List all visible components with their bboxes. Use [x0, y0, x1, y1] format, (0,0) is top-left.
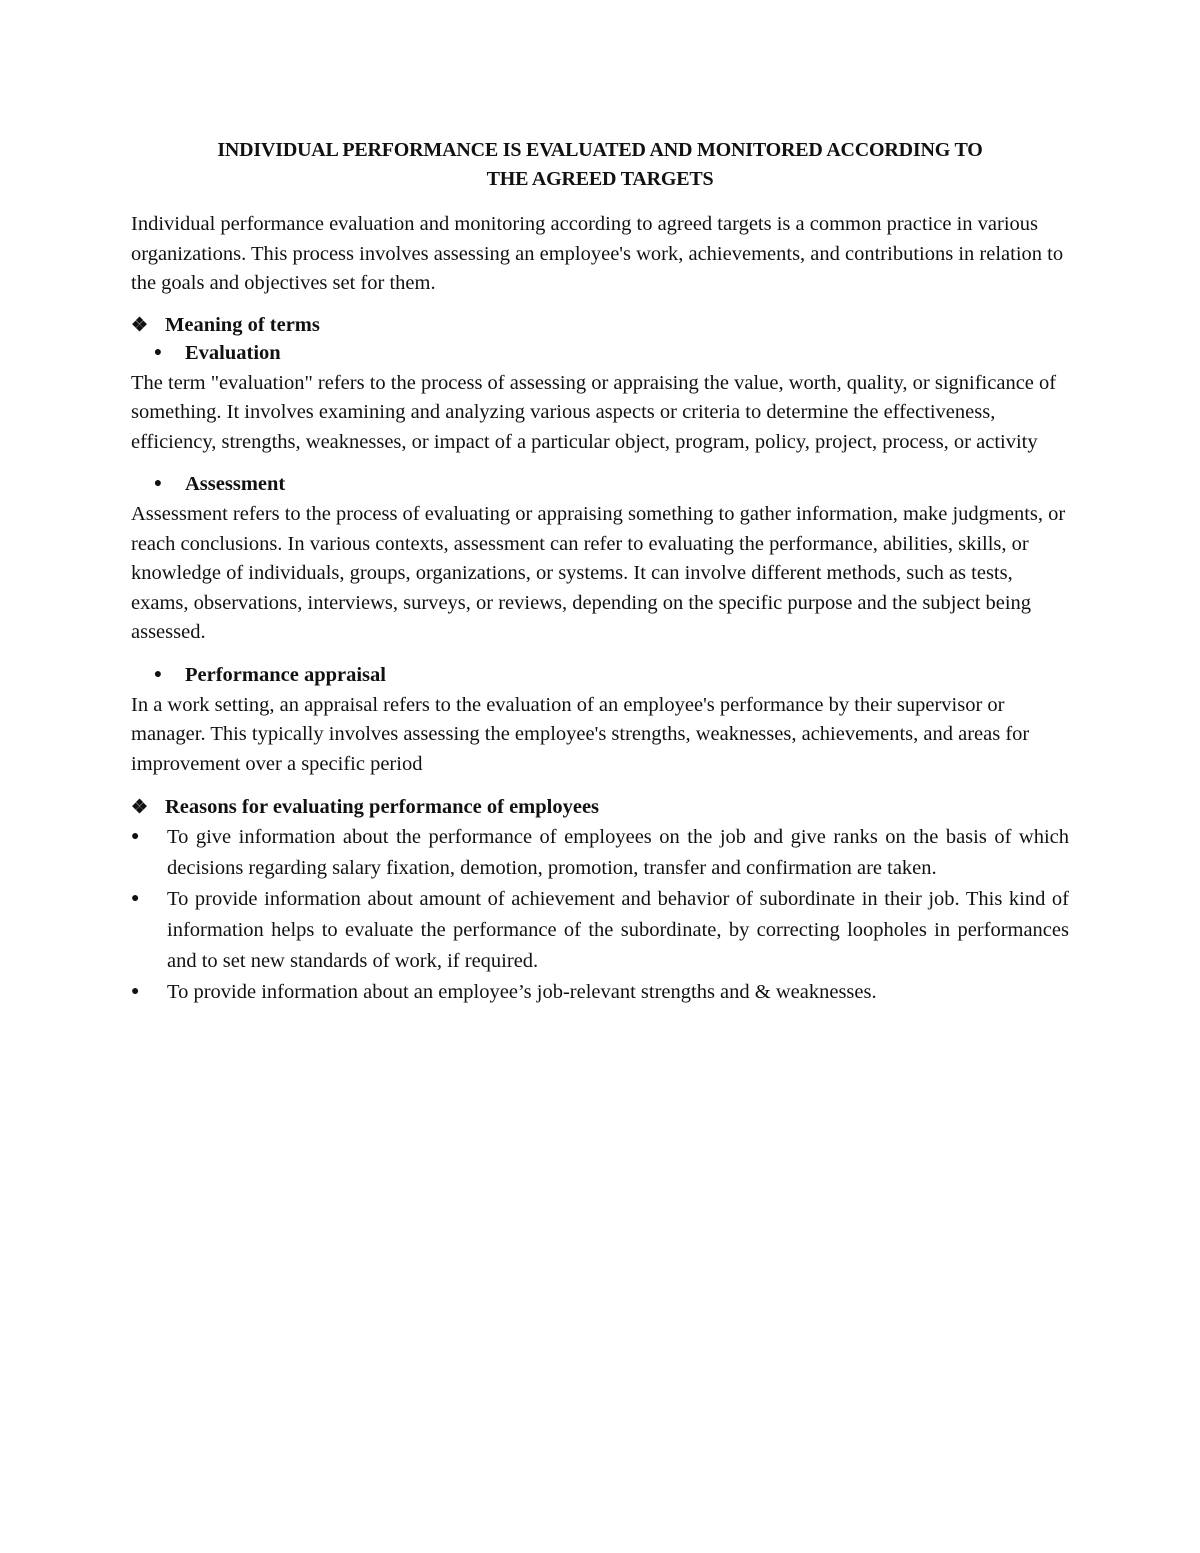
bullet-icon: ● — [131, 891, 140, 906]
document-page — [131, 136, 1069, 1008]
reasons-list — [131, 822, 1069, 1008]
list-item — [131, 884, 1069, 977]
list-item-text: To provide information about amount of achievement and behavior of subordinate in their job. This kind of information helps to evaluate the performance of the subordinate, by correcting loopholes in performances and to set new standards of work, if required. — [167, 888, 1069, 972]
bullet-icon: ● — [131, 984, 140, 999]
term-heading-evaluation — [131, 340, 1069, 369]
title-line-2: THE AGREED TARGETS — [486, 168, 714, 190]
term-heading-assessment — [131, 471, 1069, 500]
term-definition-performance-appraisal: In a work setting, an appraisal refers to the evaluation of an employee's performance by their supervisor or manager. This typically involves assessing the employee's strengths, weaknesses, achievements, and areas for improvement over a specific period — [131, 693, 1030, 775]
bullet-icon: ● — [153, 344, 163, 360]
list-item — [131, 822, 1069, 884]
title-line-1: INDIVIDUAL PERFORMANCE IS EVALUATED AND MONITORED ACCORDING TO — [217, 139, 983, 161]
diamond-bullet-icon: ❖ — [131, 797, 149, 818]
diamond-bullet-icon: ❖ — [131, 314, 149, 336]
page-title — [131, 136, 1069, 194]
term-heading-label: Assessment — [185, 473, 286, 495]
term-definition-assessment: Assessment refers to the process of evaluating or appraising something to gather information, make judgments, or reach conclusions. In various contexts, assessment can refer to evaluating the performance, abilities, skills, or knowledge of individuals, groups, organizations, or systems. It can involve different methods, such as tests, exams, observations, interviews, surveys, or reviews, depending on the specific purpose and the subject being assessed. — [131, 503, 1066, 643]
list-item — [131, 977, 1069, 1008]
meaning-of-terms-label: Meaning of terms — [165, 313, 320, 336]
list-item-text: To provide information about an employee’s job-relevant strengths and & weaknesses. — [167, 981, 877, 1003]
term-heading-label: Performance appraisal — [185, 663, 386, 686]
term-heading-performance-appraisal — [131, 662, 1069, 691]
bullet-icon: ● — [153, 476, 163, 491]
meaning-of-terms-heading — [131, 311, 1069, 340]
term-definition-evaluation: The term "evaluation" refers to the process of assessing or appraising the value, worth, quality, or significance of something. It involves examining and analyzing various aspects or criteria to determine the effectiveness, efficiency, strengths, weaknesses, or impact of a particular object, program, policy, project, process, or activity — [131, 371, 1057, 453]
bullet-icon: ● — [131, 829, 140, 844]
bullet-icon: ● — [153, 666, 163, 682]
reasons-heading — [131, 793, 1069, 822]
list-item-text: To give information about the performance of employees on the job and give ranks on the basis of which decisions regarding salary fixation, demotion, promotion, transfer and confirmation are taken. — [167, 826, 1069, 879]
term-heading-label: Evaluation — [185, 341, 281, 364]
reasons-heading-label: Reasons for evaluating performance of employees — [165, 796, 600, 818]
intro-paragraph: Individual performance evaluation and monitoring according to agreed targets is a common practice in various organizations. This process involves assessing an employee's work, achievements, and contributions in relation to the goals and objectives set for them. — [131, 213, 1064, 294]
